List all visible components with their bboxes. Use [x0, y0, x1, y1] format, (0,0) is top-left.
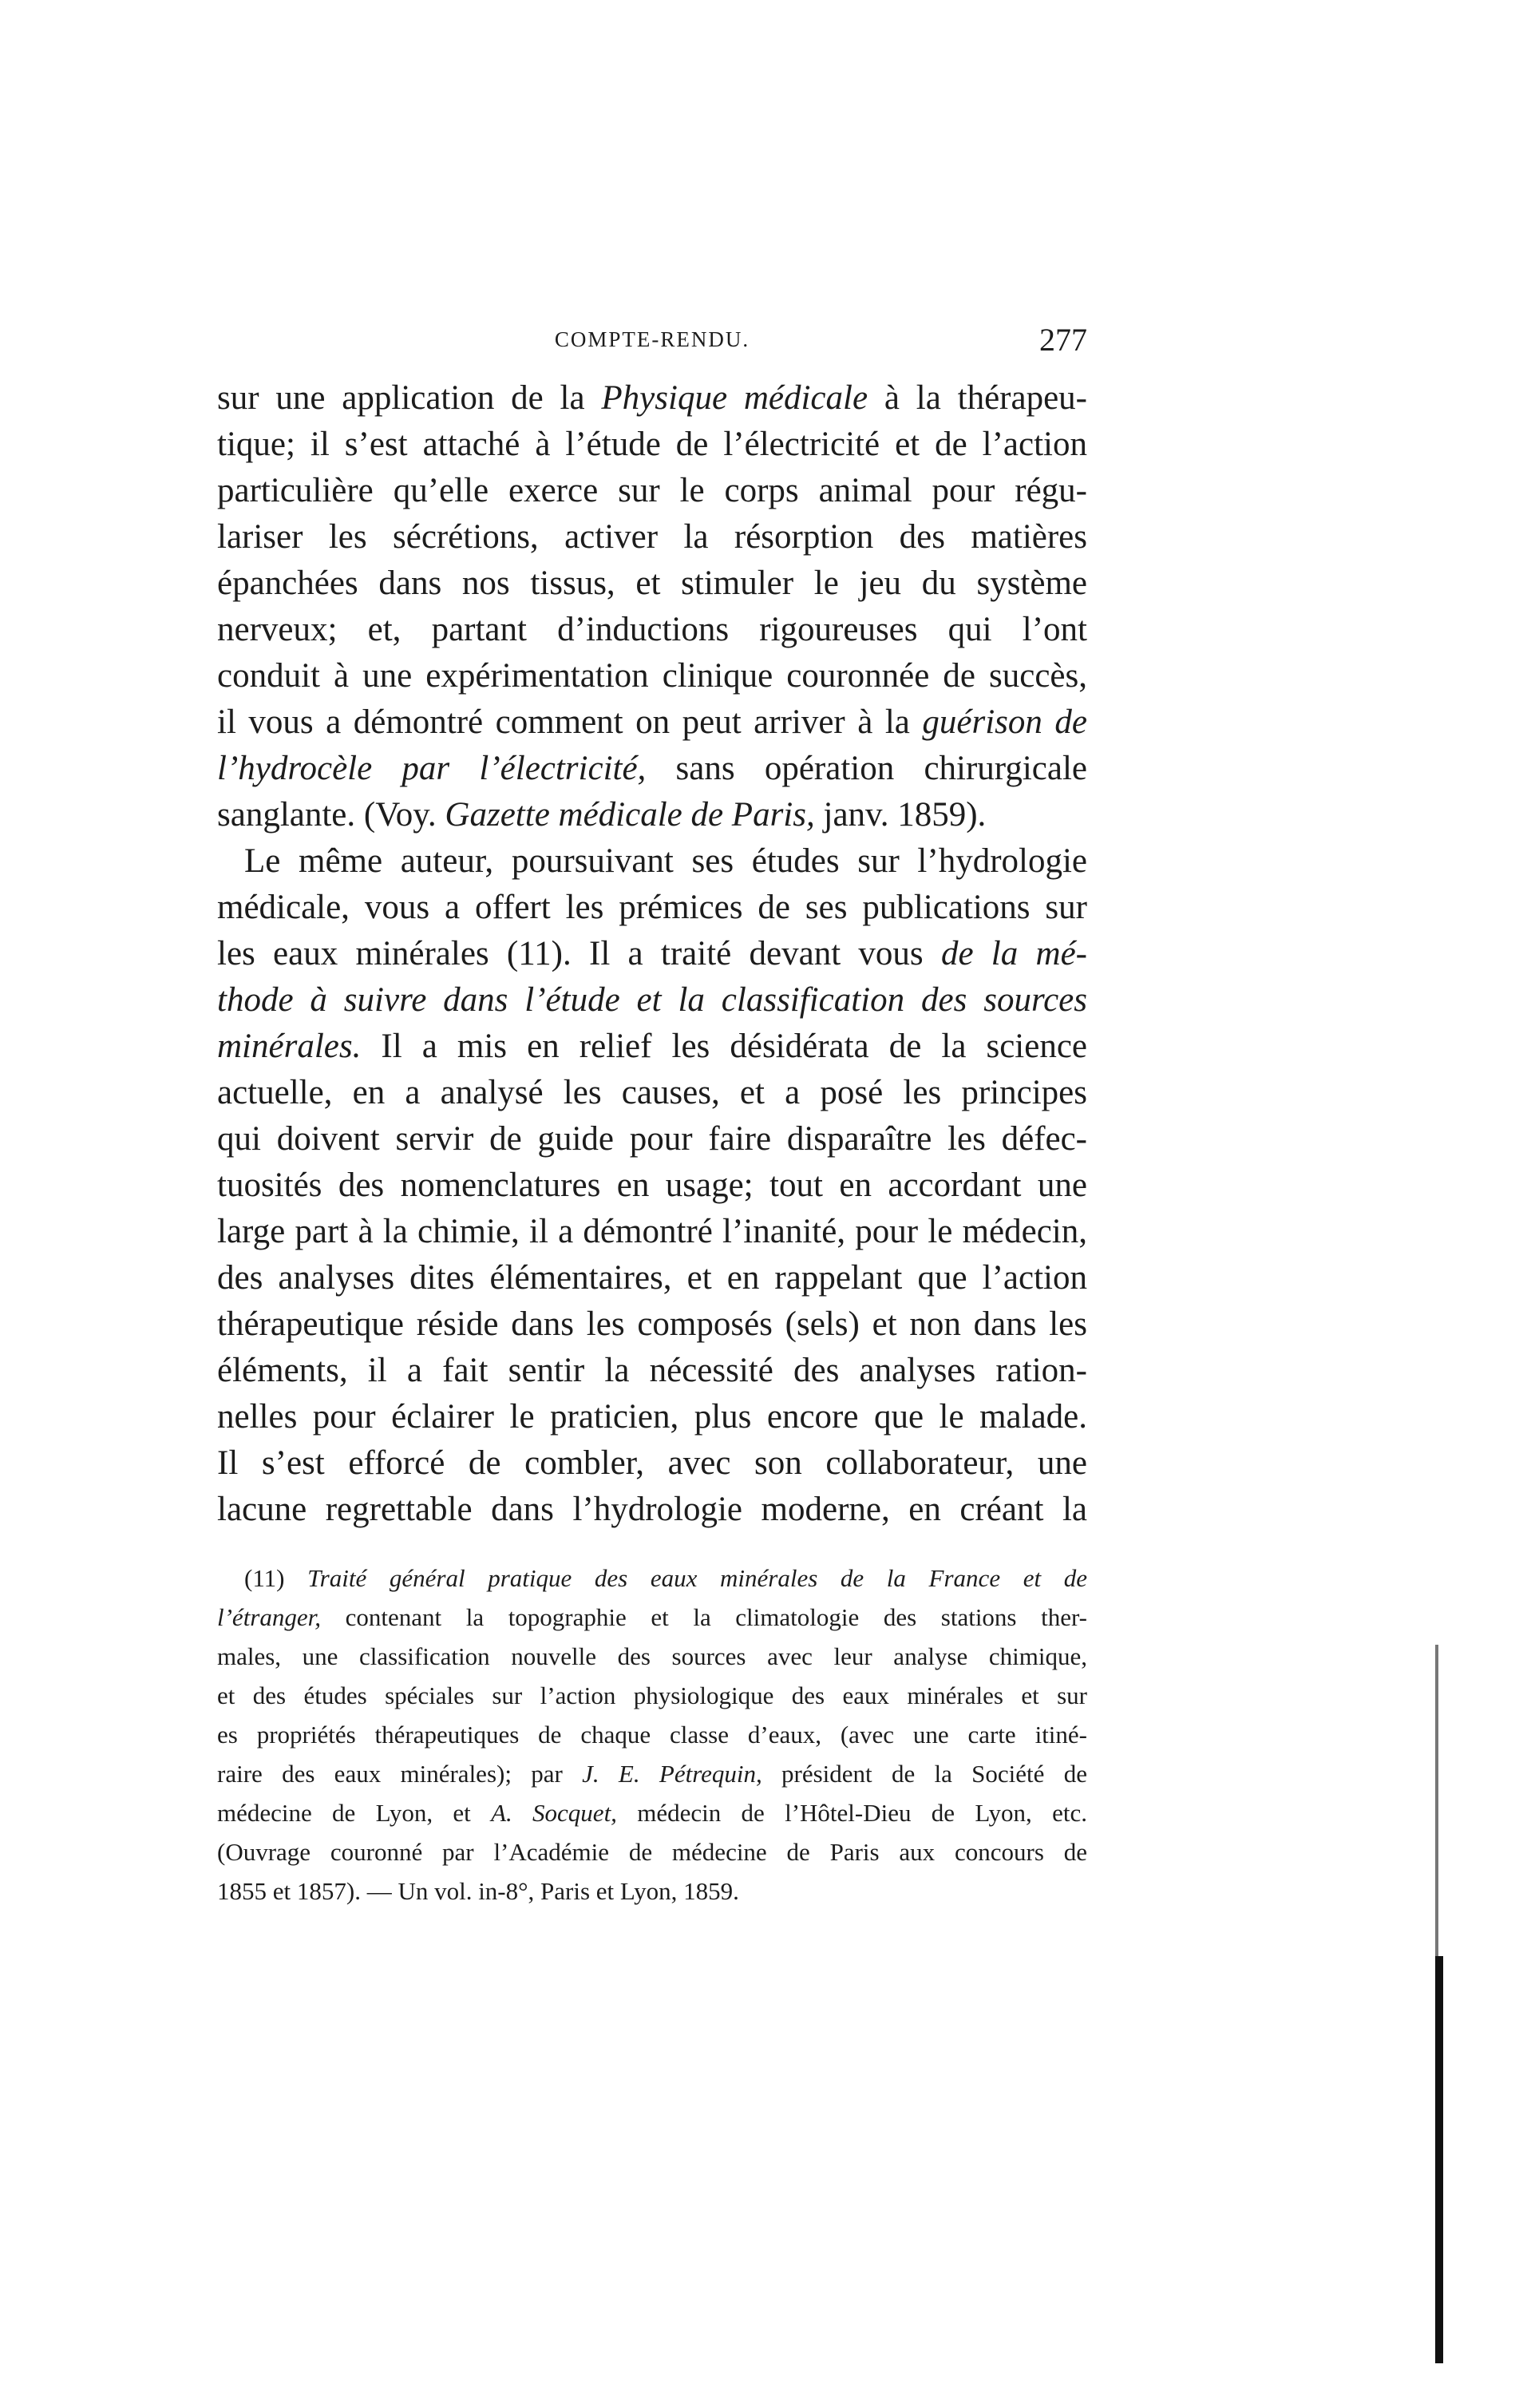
- body-line: [217, 885, 1087, 931]
- italic-text: Physique médicale: [601, 379, 868, 417]
- text-segment: médecine de Lyon, et: [217, 1799, 492, 1827]
- text-segment: (11): [244, 1564, 308, 1592]
- text-segment: sanglante. (Voy.: [217, 796, 445, 834]
- body-line: [217, 468, 1087, 514]
- margin-rule-light: [1435, 1645, 1438, 1956]
- body-line: [217, 1440, 1087, 1487]
- body-line: [217, 1162, 1087, 1209]
- body-line: [217, 1301, 1087, 1348]
- text-segment: qui doivent servir de guide pour faire disparaître les défec-: [217, 1120, 1087, 1158]
- body-line: [217, 514, 1087, 560]
- body-line: [217, 422, 1087, 468]
- italic-text: l’étranger,: [217, 1603, 322, 1631]
- text-segment: tuosités des nomenclatures en usage; tout en accordant une: [217, 1166, 1087, 1204]
- footnote-line: [217, 1832, 1087, 1871]
- text-segment: épanchées dans nos tissus, et stimuler le jeu du système: [217, 564, 1087, 602]
- italic-text: Gazette médicale de Paris,: [445, 796, 815, 834]
- text-segment: tique; il s’est attaché à l’étude de l’électricité et de l’action: [217, 426, 1087, 463]
- footnote-line: [217, 1754, 1087, 1793]
- footnote-line: [217, 1793, 1087, 1832]
- page-number: 277: [1039, 322, 1087, 358]
- text-segment: (Ouvrage couronné par l’Académie de médecine de Paris aux concours de: [217, 1838, 1087, 1866]
- footnote-line: [217, 1871, 1087, 1911]
- page-header: [217, 321, 1087, 369]
- footnote-line: [217, 1637, 1087, 1676]
- text-segment: lacune regrettable dans l’hydrologie moderne, en créant la: [217, 1491, 1087, 1528]
- text-segment: lariser les sécrétions, activer la résorption des matières: [217, 518, 1087, 556]
- text-segment: sans opération chirurgicale: [646, 750, 1087, 787]
- text-segment: médecin de l’Hôtel-Dieu de Lyon, etc.: [616, 1799, 1087, 1827]
- body-line: [217, 1394, 1087, 1440]
- footnote-line: [217, 1558, 1087, 1598]
- body-line: [217, 1209, 1087, 1255]
- body-line: [217, 1024, 1087, 1070]
- italic-text: de la mé-: [940, 935, 1087, 972]
- body-line: [217, 838, 1087, 885]
- italic-text: minérales.: [217, 1028, 362, 1065]
- body-line: [217, 560, 1087, 607]
- text-segment: 1855 et 1857). — Un vol. in-8°, Paris et Lyon, 1859.: [217, 1877, 739, 1905]
- text-segment: sur une application de la: [217, 379, 602, 417]
- text-segment: large part à la chimie, il a démontré l’inanité, pour le médecin,: [217, 1213, 1087, 1250]
- text-segment: nelles pour éclairer le praticien, plus encore que le malade.: [217, 1398, 1087, 1436]
- body-line: [217, 746, 1087, 792]
- italic-text: thode à suivre dans l’étude et la classification des sources: [217, 981, 1087, 1019]
- body-line: [217, 699, 1087, 746]
- text-segment: males, une classification nouvelle des sources avec leur analyse chimique,: [217, 1642, 1087, 1670]
- text-segment: éléments, il a fait sentir la nécessité des analyses ration-: [217, 1352, 1087, 1389]
- body-line: [217, 1487, 1087, 1533]
- text-segment: es propriétés thérapeutiques de chaque classe d’eaux, (avec une carte itiné-: [217, 1721, 1087, 1749]
- text-segment: Il a mis en relief les désidérata de la science: [361, 1028, 1087, 1065]
- footnote-line: [217, 1598, 1087, 1637]
- text-segment: des analyses dites élémentaires, et en rappelant que l’action: [217, 1259, 1087, 1297]
- body-line: [217, 792, 1087, 838]
- running-head: COMPTE-RENDU.: [554, 327, 750, 351]
- text-segment: Il s’est efforcé de combler, avec son collaborateur, une: [217, 1444, 1087, 1482]
- body-line: [217, 977, 1087, 1024]
- text-segment: Le même auteur, poursuivant ses études sur l’hydrologie: [244, 842, 1087, 880]
- body-line: [217, 1116, 1087, 1162]
- margin-rule: [1435, 1956, 1443, 2363]
- text-segment: les eaux minérales (11). Il a traité devant vous: [217, 935, 941, 972]
- text-segment: particulière qu’elle exerce sur le corps animal pour régu-: [217, 472, 1087, 509]
- footnote: [217, 1558, 1087, 1911]
- italic-text: guérison de: [922, 703, 1087, 741]
- text-segment: il vous a démontré comment on peut arriver à la: [217, 703, 923, 741]
- italic-text: l’hydrocèle par l’électricité,: [217, 750, 647, 787]
- text-segment: médicale, vous a offert les prémices de ses publications sur: [217, 889, 1087, 926]
- body-line: [217, 1348, 1087, 1394]
- body-line: [217, 1255, 1087, 1301]
- body-text: [217, 375, 1087, 1533]
- italic-text: A. Socquet,: [491, 1799, 617, 1827]
- footnote-line: [217, 1715, 1087, 1754]
- text-segment: et des études spéciales sur l’action physiologique des eaux minérales et sur: [217, 1681, 1087, 1709]
- text-segment: janv. 1859).: [814, 796, 987, 834]
- text-segment: contenant la topographie et la climatologie des stations ther-: [321, 1603, 1087, 1631]
- text-segment: nerveux; et, partant d’inductions rigoureuses qui l’ont: [217, 611, 1087, 648]
- body-line: [217, 653, 1087, 699]
- body-line: [217, 931, 1087, 977]
- body-line: [217, 607, 1087, 653]
- text-segment: à la thérapeu-: [868, 379, 1087, 417]
- body-line: [217, 1070, 1087, 1116]
- text-segment: raire des eaux minérales); par: [217, 1760, 583, 1788]
- text-segment: président de la Société de: [762, 1760, 1087, 1788]
- text-segment: thérapeutique réside dans les composés (sels) et non dans les: [217, 1305, 1087, 1343]
- text-segment: actuelle, en a analysé les causes, et a posé les principes: [217, 1074, 1087, 1111]
- italic-text: J. E. Pétrequin,: [582, 1760, 762, 1788]
- text-segment: conduit à une expérimentation clinique couronnée de succès,: [217, 657, 1087, 695]
- body-line: [217, 375, 1087, 422]
- footnote-line: [217, 1676, 1087, 1715]
- italic-text: Traité général pratique des eaux minérales de la France et de: [307, 1564, 1087, 1592]
